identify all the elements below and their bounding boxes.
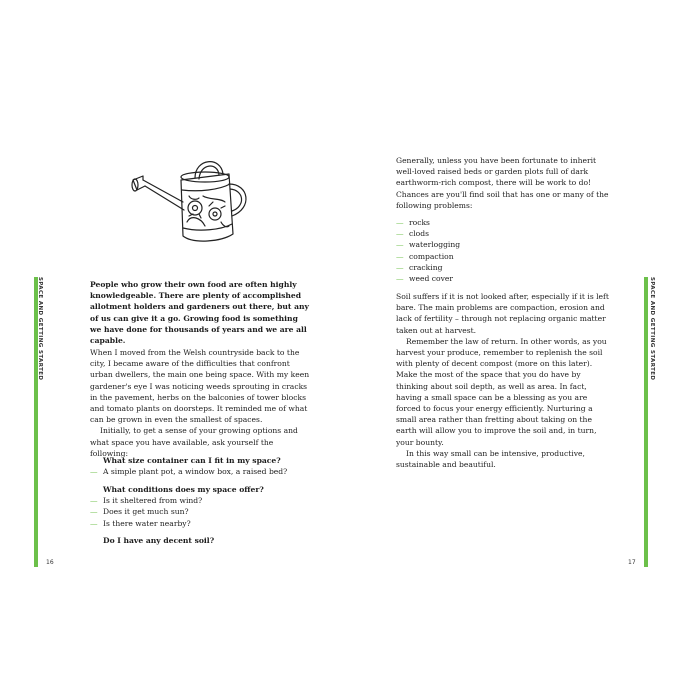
page-number: 16	[46, 559, 54, 566]
page-number: 17	[628, 559, 636, 566]
list-item: — compaction	[396, 251, 611, 262]
body-paragraph: Soil suffers if it is not looked after, especially if it is left bare. The main problems are compaction, erosion and lack of fertility – through not replacing organic matter taken out at harvest.	[396, 292, 609, 335]
question: Do I have any decent soil?	[103, 536, 215, 545]
question-group	[90, 455, 310, 477]
right-page	[350, 0, 700, 700]
question: What conditions does my space offer?	[103, 485, 264, 494]
answer-item: — A simple plant pot, a window box, a raised bed?	[90, 466, 310, 477]
list-item: — cracking	[396, 262, 611, 273]
answer-item: — Is there water nearby?	[90, 518, 310, 529]
section-side-label: SPACE AND GETTING STARTED	[37, 277, 43, 381]
body-text	[90, 347, 310, 459]
intro-paragraph: People who grow their own food are often highly knowledgeable. There are plenty of accomplished allotment holders and gardeners out there, but any of us can give it a go. Growing food is something we have done for thousands of years and we are all capable.	[90, 280, 309, 346]
body-text	[396, 291, 611, 470]
problem-list	[396, 217, 611, 284]
list-item: — rocks	[396, 217, 611, 228]
watering-can-icon	[129, 150, 257, 250]
question-group	[90, 484, 310, 529]
section-side-label: SPACE AND GETTING STARTED	[649, 277, 655, 381]
question-group	[90, 535, 310, 546]
section-tab-bar	[644, 277, 648, 567]
body-paragraph: When I moved from the Welsh countryside back to the city, I became aware of the difficulties that confront urban dwellers, the main one being space. With my keen gardener's eye I was noticing weeds sprouting in cracks in the pavement, herbs on the balconies of tower blocks and tomato plants on doorsteps. It reminded me of what can be grown in even the smallest of spaces.	[90, 348, 310, 425]
list-item: — weed cover	[396, 273, 611, 284]
list-item: — waterlogging	[396, 239, 611, 250]
intro-paragraph: Generally, unless you have been fortunate to inherit well-loved raised beds or garden plots full of dark earthworm-rich compost, there will be work to do! Chances are you'll find soil that has one or many of the following problems:	[396, 156, 609, 210]
body-paragraph: In this way small can be intensive, productive, sustainable and beautiful.	[396, 448, 585, 470]
question: What size container can I fit in my space?	[103, 456, 281, 465]
body-paragraph: Remember the law of return. In other words, as you harvest your produce, remember to replenish the soil with plenty of decent compost (more on this later). Make the most of the space that you do have by thinking about soil depth, as well as area. In fact, having a small space can be a blessing as you are forced to focus your energy efficiently. Nurturing a small area rather than fretting about taking on the earth will allow you to improve the soil and, in turn, your bounty.	[396, 336, 607, 447]
answer-item: — Is it sheltered from wind?	[90, 495, 310, 506]
body-paragraph: Initially, to get a sense of your growing options and what space you have available, ask yourself the following:	[90, 426, 298, 458]
answer-item: — Does it get much sun?	[90, 506, 310, 517]
list-item: — clods	[396, 228, 611, 239]
